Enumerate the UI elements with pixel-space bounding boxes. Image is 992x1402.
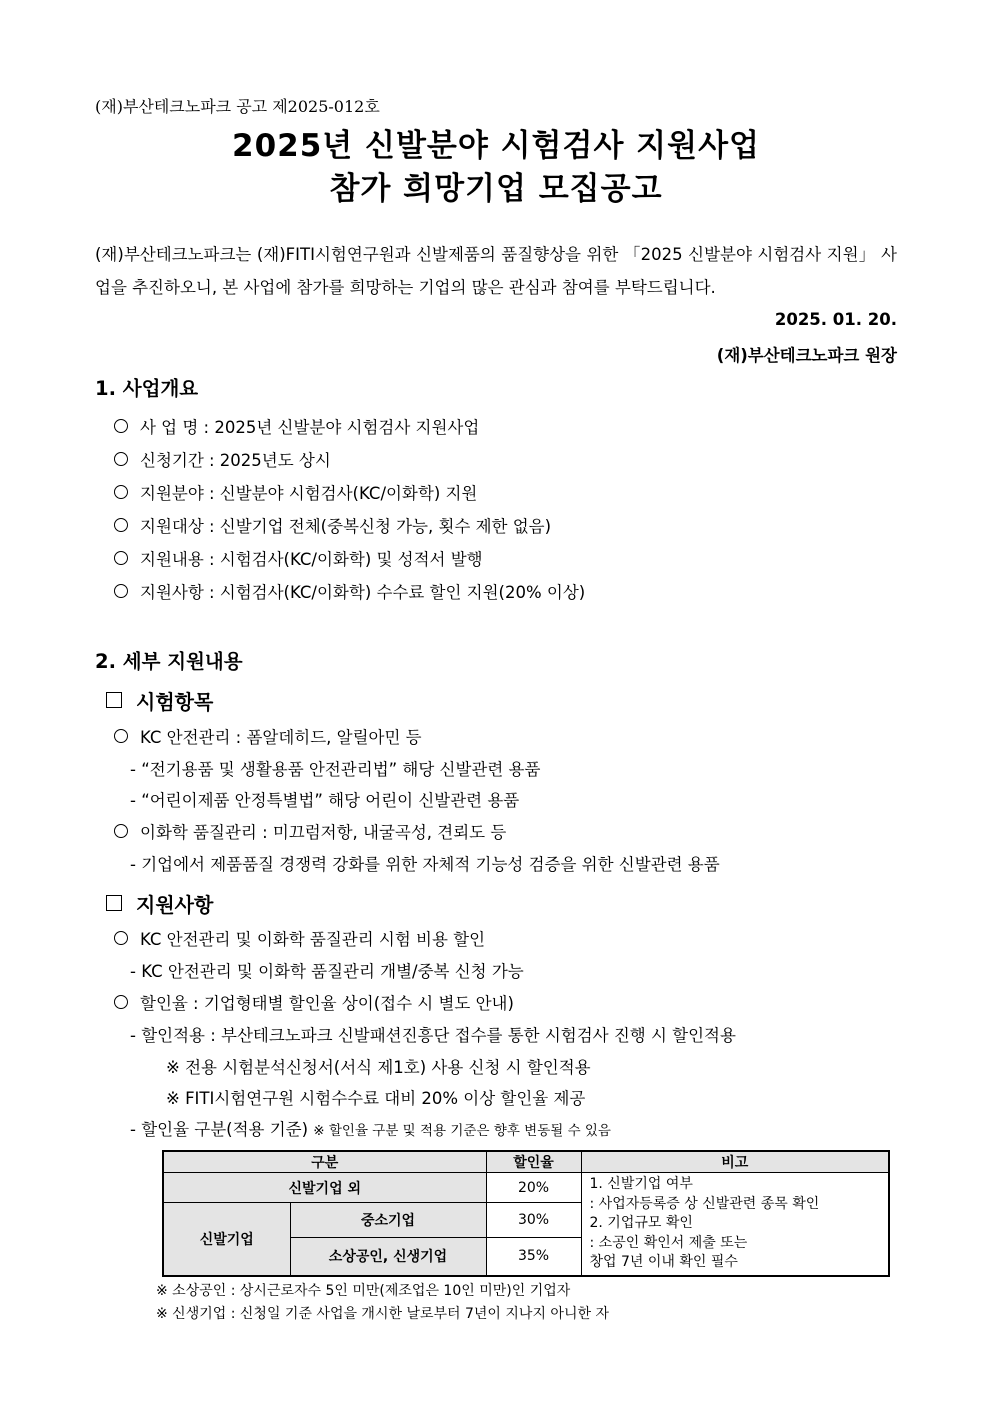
table-header: 할인율 (486, 1151, 581, 1173)
test-item-chem: 이화학 품질관리 : 미끄럼저항, 내굴곡성, 견뢰도 등 (114, 819, 506, 843)
overview-item: 지원사항 : 시험검사(KC/이화학) 수수료 할인 지원(20% 이상) (114, 579, 585, 603)
circle-bullet-icon (114, 551, 128, 565)
overview-item: 지원내용 : 시험검사(KC/이화학) 및 성적서 발행 (114, 546, 483, 570)
support-detail: - 할인율 구분(적용 기준) ※ 할인율 구분 및 적용 기준은 향후 변동될 수 있음 (130, 1120, 611, 1139)
row-label: 소상공인, 신생기업 (290, 1238, 486, 1276)
remarks-cell: 1. 신발기업 여부 : 사업자등록증 상 신발관련 종목 확인 2. 기업규모 확인 : 소공인 확인서 제출 또는 창업 7년 이내 확인 필수 (581, 1173, 889, 1276)
section-2-heading: 2. 세부 지원내용 (95, 650, 243, 673)
row-rate: 35% (486, 1238, 581, 1276)
notice-date: 2025. 01. 20. (774, 310, 897, 329)
support-item-b: 할인율 : 기업형태별 할인율 상이(접수 시 별도 안내) (114, 990, 514, 1014)
intro-paragraph: (재)부산테크노파크는 (재)FITI시험연구원과 신발제품의 품질향상을 위한 「2025 신발분야 시험검사 지원」 사업을 추진하오니, 본 사업에 참가를 희망하는 기업의 많은 관심과 참여를 부탁드립니다. (95, 245, 897, 297)
test-item-detail: - 기업에서 제품품질 경쟁력 강화를 위한 자체적 기능성 검증을 위한 신발관련 용품 (130, 855, 720, 874)
overview-item: 지원대상 : 신발기업 전체(중복신청 가능, 횟수 제한 없음) (114, 513, 551, 537)
circle-bullet-icon (114, 931, 128, 945)
square-bullet-icon (106, 895, 122, 911)
overview-item: 신청기간 : 2025년도 상시 (114, 447, 331, 471)
circle-bullet-icon (114, 452, 128, 466)
title-line-1: 2025년 신발분야 시험검사 지원사업 (232, 128, 760, 164)
table-header: 구분 (163, 1151, 486, 1173)
row-label: 중소기업 (290, 1203, 486, 1238)
overview-item: 지원분야 : 신발분야 시험검사(KC/이화학) 지원 (114, 480, 477, 504)
group-label: 신발기업 (163, 1203, 290, 1276)
row-label: 신발기업 외 (163, 1173, 486, 1203)
support-item-a: KC 안전관리 및 이화학 품질관리 시험 비용 할인 (114, 926, 485, 950)
table-header: 비고 (581, 1151, 889, 1173)
support-note: ※ 전용 시험분석신청서(서식 제1호) 사용 신청 시 할인적용 (166, 1058, 591, 1077)
support-detail: - KC 안전관리 및 이화학 품질관리 개별/중복 신청 가능 (130, 962, 524, 981)
test-item-kc: KC 안전관리 : 폼알데히드, 알릴아민 등 (114, 724, 422, 748)
footnote: ※ 신생기업 : 신청일 기준 사업을 개시한 날로부터 7년이 지나지 아니한 자 (156, 1306, 609, 1322)
circle-bullet-icon (114, 995, 128, 1009)
subsection-support: 지원사항 (106, 889, 213, 918)
circle-bullet-icon (114, 584, 128, 598)
support-note: ※ FITI시험연구원 시험수수료 대비 20% 이상 할인율 제공 (166, 1089, 586, 1108)
overview-item: 사 업 명 : 2025년 신발분야 시험검사 지원사업 (114, 414, 479, 438)
subsection-test-items: 시험항목 (106, 686, 213, 715)
square-bullet-icon (106, 692, 122, 708)
row-rate: 20% (486, 1173, 581, 1203)
circle-bullet-icon (114, 518, 128, 532)
row-rate: 30% (486, 1203, 581, 1238)
support-detail: - 할인적용 : 부산테크노파크 신발패션진흥단 접수를 통한 시험검사 진행 시 할인적용 (130, 1026, 736, 1045)
notice-number: (재)부산테크노파크 공고 제2025-012호 (95, 97, 380, 116)
issuer: (재)부산테크노파크 원장 (716, 346, 897, 365)
circle-bullet-icon (114, 729, 128, 743)
discount-table (162, 1150, 890, 1277)
test-item-detail: - “어린이제품 안정특별법” 해당 어린이 신발관련 용품 (130, 791, 520, 810)
section-1-heading: 1. 사업개요 (95, 377, 199, 400)
test-item-detail: - “전기용품 및 생활용품 안전관리법” 해당 신발관련 용품 (130, 760, 541, 779)
title-line-2: 참가 희망기업 모집공고 (329, 171, 663, 207)
footnote: ※ 소상공인 : 상시근로자수 5인 미만(제조업은 10인 미만)인 기업자 (156, 1283, 571, 1299)
circle-bullet-icon (114, 419, 128, 433)
circle-bullet-icon (114, 485, 128, 499)
circle-bullet-icon (114, 824, 128, 838)
